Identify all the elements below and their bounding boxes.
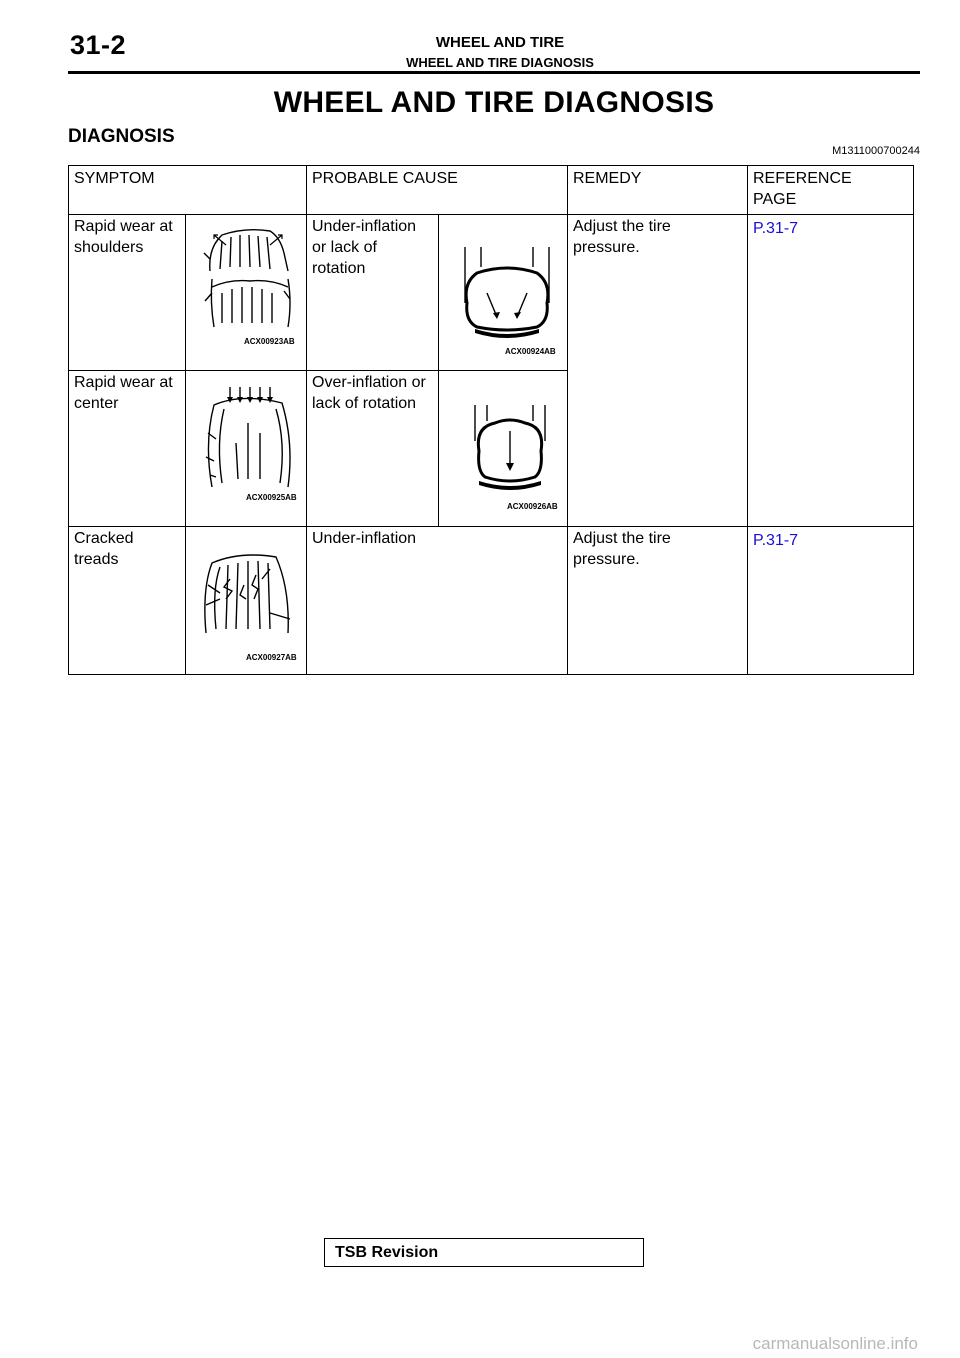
row1-cause-cell <box>306 214 439 371</box>
row2-cause-cell <box>306 370 439 527</box>
header-cell-reference <box>747 165 914 215</box>
figure-code: ACX00926AB <box>507 502 558 511</box>
row2-symptom-figure-cell <box>185 370 307 527</box>
figure-code: ACX00923AB <box>244 337 295 346</box>
section-code: M1311000700244 <box>832 145 920 157</box>
row1-symptom-cell <box>68 214 186 371</box>
page-number: 31-2 <box>70 30 127 60</box>
header-symptom: SYMPTOM <box>74 170 155 187</box>
figure-code: ACX00925AB <box>246 493 297 502</box>
row3-cause-cell <box>306 526 568 675</box>
rows1-2-reference-cell <box>747 214 914 527</box>
diagnosis-table <box>68 165 914 675</box>
row3-reference-cell <box>747 526 914 675</box>
tire-section-underinflated-figure <box>457 243 557 343</box>
row2-symptom-cell <box>68 370 186 527</box>
tire-shoulder-wear-figure <box>200 223 296 343</box>
header-cell-cause <box>306 165 568 215</box>
footer-box <box>324 1238 644 1267</box>
rows1-2-remedy-cell <box>567 214 748 527</box>
rows1-2-remedy: Adjust the tire pressure. <box>573 218 671 256</box>
header-cause: PROBABLE CAUSE <box>312 170 458 187</box>
header-title: WHEEL AND TIRE <box>435 34 565 51</box>
row3-symptom-cell <box>68 526 186 675</box>
reference-link[interactable]: P.31-7 <box>753 532 799 549</box>
reference-link[interactable]: P.31-7 <box>753 220 799 237</box>
row2-cause-figure-cell <box>438 370 568 527</box>
row3-remedy-cell <box>567 526 748 675</box>
row1-symptom-figure-cell <box>185 214 307 371</box>
header-remedy: REMEDY <box>573 170 642 187</box>
row1-cause-figure-cell <box>438 214 568 371</box>
row2-cause: Over-inflation or lack of rotation <box>312 374 426 412</box>
row1-cause: Under-inflation or lack of rotation <box>312 218 417 277</box>
header-cell-remedy <box>567 165 748 215</box>
header-reference: REFERENCE PAGE <box>753 170 852 208</box>
section-title: DIAGNOSIS <box>68 126 175 147</box>
figure-code: ACX00924AB <box>505 347 556 356</box>
row3-cause: Under-inflation <box>312 530 417 547</box>
figure-code: ACX00927AB <box>246 653 297 662</box>
row3-symptom: Cracked treads <box>74 530 134 568</box>
header-cell-symptom <box>68 165 307 215</box>
page-title: WHEEL AND TIRE DIAGNOSIS <box>273 86 715 119</box>
row3-symptom-figure-cell <box>185 526 307 675</box>
row3-remedy: Adjust the tire pressure. <box>573 530 671 568</box>
header-rule <box>68 71 920 74</box>
tire-cracked-tread-figure <box>200 549 296 639</box>
row2-symptom: Rapid wear at center <box>74 374 173 412</box>
footer-label: TSB Revision <box>335 1244 439 1261</box>
row1-symptom: Rapid wear at shoulders <box>74 218 173 256</box>
watermark: carmanualsonline.info <box>752 1334 918 1353</box>
tire-center-wear-figure <box>202 383 298 493</box>
header-subtitle: WHEEL AND TIRE DIAGNOSIS <box>406 55 594 70</box>
tire-section-overinflated-figure <box>465 401 555 493</box>
